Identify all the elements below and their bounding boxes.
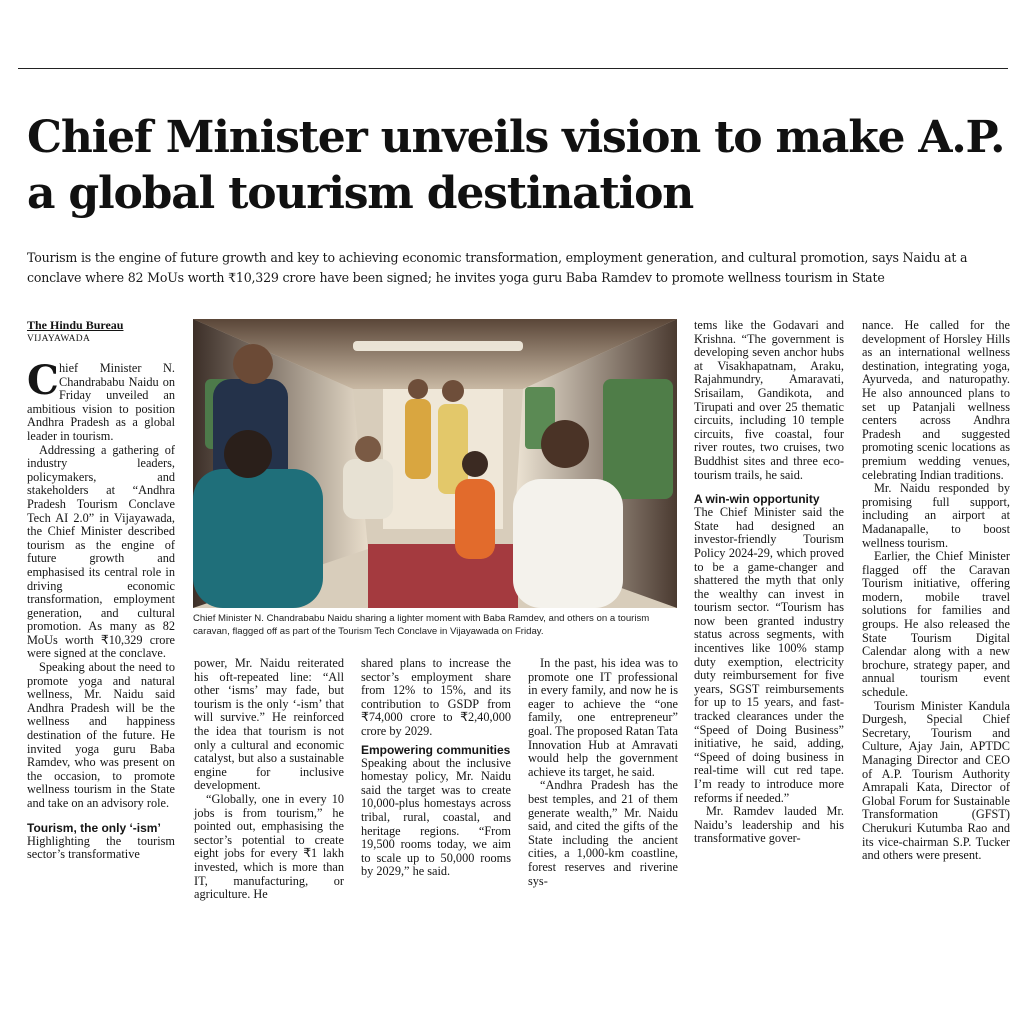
top-rule	[18, 68, 1008, 69]
standfirst: Tourism is the engine of future growth and key to achieving economic transformation, employment generation, and cultural promotion, says Naidu at a conclave where 82 MoUs worth ₹10,329 crore have been signed; he invites yoga guru Baba Ramdev to promote wellness tourism in State	[27, 250, 968, 285]
paragraph: Earlier, the Chief Minister flagged off the Caravan Tourism initiative, offering modern, mobile travel solutions for families and groups. He also released the State Tourism Digital Calendar along with a new brochure, strategy paper, and annual tourism event schedule.	[862, 549, 1010, 700]
paragraph: Chief Minister N. Chandrababu Naidu on Friday unveiled an ambitious vision to position Andhra Pradesh as a global leader in tourism.	[27, 357, 175, 443]
paragraph: nance. He called for the development of Horsley Hills as an international wellness destination, integrating yoga, Ayurveda, and naturopathy. He also announced plans to set up Patanjali wellness centers across Andhra Pradesh and suggested promoting scenic locations as premium wedding venues, celebrating Indian traditions.	[862, 318, 1010, 482]
article-photo	[193, 319, 677, 608]
paragraph: Mr. Ramdev lauded Mr. Naidu’s leadership and his transformative gover-	[694, 804, 844, 846]
paragraph: The Chief Minister said the State had designed an investor-friendly Tourism Policy 2024-29, which proved to be a game-changer and shattered the myth that only the wealthy can invest in tourism sector. “Tourism has now been granted industry status across segments, with incentives like 100% stamp duty exemption, electricity duty reimbursement for five years, SGST reimbursements for up to 15 years, and fast-tracked clearances under the “Speed of Doing Business” initiative, he said, adding, “Speed of doing business in real-time will cut red tape. I’m ready to introduce more reforms if needed.”	[694, 505, 844, 805]
article-column-4	[528, 657, 678, 888]
paragraph: shared plans to increase the sector’s employment share from 12% to 15%, and its contribution to GSDP from ₹74,000 crore to ₹2,40,000 crore by 2029.	[361, 656, 511, 738]
paragraph: Highlighting the tourism sector’s transformative	[27, 833, 175, 862]
byline	[27, 318, 182, 346]
paragraph: “Globally, one in every 10 jobs is from tourism,” he pointed out, emphasising the sector’s potential to create eight jobs for every ₹1 lakh invested, which is more than IT, manufacturing, or agriculture. He	[194, 791, 344, 902]
paragraph: “Andhra Pradesh has the best temples, and 21 of them generate wealth,” Mr. Naidu said, and cited the gifts of the State including the ancient cities, a 1,000-km coastline, forest reserves and riverine sys-	[528, 778, 678, 888]
photo-caption: Chief Minister N. Chandrababu Naidu sharing a lighter moment with Baba Ramdev, and others on a tourism caravan, flagged off as part of the Tourism Tech Conclave in Vijayawada on Friday.	[193, 613, 650, 637]
article-column-2	[194, 657, 344, 902]
subheading: Empowering communities	[361, 742, 511, 757]
paragraph: Addressing a gathering of industry leaders, policymakers, and stakeholders at “Andhra Pradesh Tourism Conclave Tech AI 2.0” in Vijayawada, the Chief Minister described tourism as the engine of future growth and emphasised its central role in driving economic transformation, employment generation, and cultural promotion. As many as 82 MoUs worth ₹10,329 crore were signed at the conclave.	[27, 442, 175, 661]
byline-place: VIJAYAWADA	[27, 334, 91, 344]
headline: Chief Minister unveils vision to make A.P. a global tourism destination	[27, 112, 1005, 219]
paragraph: power, Mr. Naidu reiterated his oft-repeated line: “All other ‘isms’ may fade, but tourism is the only ‘-ism’ that will survive.” He reinforced the idea that tourism is not only a cultural and economic catalyst, but also a sustainable engine for inclusive development.	[194, 656, 344, 793]
paragraph: Speaking about the need to promote yoga and natural wellness, Mr. Naidu said Andhra Pradesh will be the wellness and happiness destination of the future. He invited yoga guru Baba Ramdev, who was present on the occasion, to promote wellness tourism in the State and take on an advisory role.	[27, 660, 175, 810]
paragraph: Mr. Naidu responded by promising full support, including an airport at Madanapalle, to boost wellness tourism.	[862, 481, 1010, 550]
article-column-5	[694, 319, 844, 846]
article-column-3	[361, 657, 511, 879]
subheading: Tourism, the only ‘-ism’	[27, 820, 161, 835]
byline-name[interactable]: The Hindu Bureau	[27, 318, 124, 332]
article-column-1	[27, 357, 175, 862]
paragraph: tems like the Godavari and Krishna. “The government is developing seven anchor hubs at Visakhapatnam, Araku, Rajahmundry, Amaravati, Srisailam, Gandikota, and Tirupati and over 25 thematic circuits, including 10 temple circuits, five coastal, four river routes, two cruises, two Buddhist sites and three eco-tourism trails, he said.	[694, 318, 844, 482]
drop-cap: C	[27, 357, 59, 404]
photo-illustration	[193, 319, 677, 608]
paragraph: Speaking about the inclusive homestay policy, Mr. Naidu said the target was to create 10,000-plus homestays across tribal, rural, coastal, and heritage regions. “From 19,500 rooms today, we aim to scale up to 50,000 rooms by 2029,” he said.	[361, 755, 511, 879]
paragraph: In the past, his idea was to promote one IT professional in every family, and now he is eager to achieve the “one family, one entrepreneur” goal. The proposed Ratan Tata Innovation Hub at Amravati would help the government achieve its target, he said.	[528, 656, 678, 779]
article-column-6	[862, 319, 1010, 863]
paragraph: Tourism Minister Kandula Durgesh, Special Chief Secretary, Tourism and Culture, Ajay Jain, APTDC Managing Director and CEO of A.P. Tourism Authority Amrapali Kata, Director of Global Forum for Sustainable Transformation (GFST) Cherukuri Kutumba Rao and its vice-chairman S.P. Tucker and others were present.	[862, 698, 1010, 863]
subheading: A win-win opportunity	[694, 492, 820, 507]
